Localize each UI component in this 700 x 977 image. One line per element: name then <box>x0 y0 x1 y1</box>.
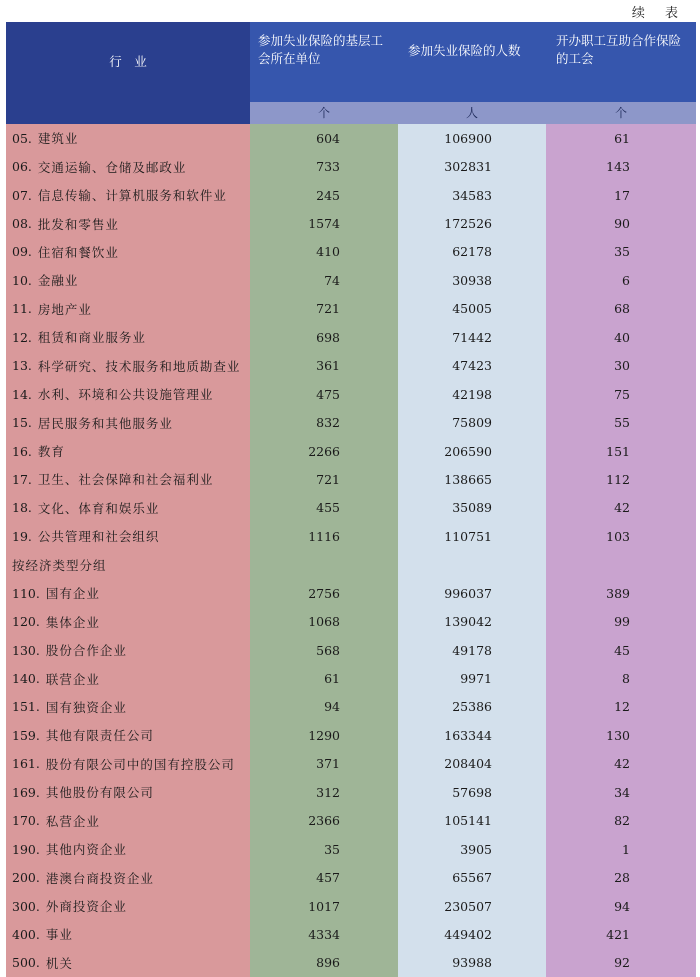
row-unions-value: 6 <box>546 266 696 294</box>
row-units-value: 698 <box>250 323 398 351</box>
row-label: 集体企业 <box>45 614 100 630</box>
row-units-value <box>250 551 398 579</box>
row-industry-cell <box>6 380 250 408</box>
row-industry-cell <box>6 152 250 180</box>
continued-label: 续 表 <box>631 6 686 21</box>
row-unions-value: 8 <box>546 664 696 692</box>
row-industry-cell <box>6 750 250 778</box>
row-people-value: 230507 <box>398 892 546 920</box>
row-units-value: 1116 <box>250 522 398 550</box>
row-unions-value: 112 <box>546 465 696 493</box>
row-units-value: 733 <box>250 152 398 180</box>
row-industry-cell <box>6 721 250 749</box>
row-code: 400. <box>12 926 40 942</box>
row-industry-cell <box>6 551 250 579</box>
row-units-value: 312 <box>250 778 398 806</box>
row-label: 机关 <box>45 955 73 971</box>
table-header <box>6 22 696 102</box>
row-label: 国有企业 <box>45 586 100 602</box>
row-unions-value: 94 <box>546 892 696 920</box>
row-label: 其他股份有限公司 <box>45 785 154 801</box>
row-units-value: 1574 <box>250 209 398 237</box>
table-row <box>6 408 696 436</box>
row-units-value: 4334 <box>250 920 398 948</box>
table-row <box>6 920 696 948</box>
row-people-value: 302831 <box>398 152 546 180</box>
table-row <box>6 835 696 863</box>
row-industry-cell <box>6 266 250 294</box>
row-industry-cell <box>6 920 250 948</box>
row-code: 14. <box>12 386 32 402</box>
row-people-value <box>398 551 546 579</box>
row-unions-value: 92 <box>546 949 696 977</box>
row-people-value: 3905 <box>398 835 546 863</box>
row-units-value: 361 <box>250 352 398 380</box>
row-label: 文化、体育和娱乐业 <box>37 500 160 516</box>
row-code: 12. <box>12 329 32 345</box>
row-people-value: 996037 <box>398 579 546 607</box>
row-units-value: 245 <box>250 181 398 209</box>
table-row <box>6 295 696 323</box>
row-industry-cell <box>6 295 250 323</box>
row-people-value: 139042 <box>398 607 546 635</box>
row-units-value: 721 <box>250 465 398 493</box>
table-row <box>6 579 696 607</box>
row-industry-cell <box>6 693 250 721</box>
row-industry-cell <box>6 437 250 465</box>
row-unions-value: 42 <box>546 494 696 522</box>
row-people-value: 138665 <box>398 465 546 493</box>
table-row <box>6 465 696 493</box>
row-unions-value: 143 <box>546 152 696 180</box>
row-label: 住宿和餐饮业 <box>37 244 119 260</box>
table-row <box>6 607 696 635</box>
row-units-value: 35 <box>250 835 398 863</box>
row-units-value: 1068 <box>250 607 398 635</box>
row-label: 租赁和商业服务业 <box>37 330 146 346</box>
row-industry-cell <box>6 664 250 692</box>
row-industry-cell <box>6 579 250 607</box>
row-unions-value <box>546 551 696 579</box>
row-unions-value: 103 <box>546 522 696 550</box>
row-industry-cell <box>6 408 250 436</box>
row-unions-value: 82 <box>546 807 696 835</box>
row-code: 16. <box>12 443 32 459</box>
row-code: 130. <box>12 642 40 658</box>
row-people-value: 163344 <box>398 721 546 749</box>
table-row <box>6 636 696 664</box>
table-row <box>6 238 696 266</box>
row-units-value: 2366 <box>250 807 398 835</box>
row-units-value: 604 <box>250 124 398 152</box>
row-units-value: 410 <box>250 238 398 266</box>
row-unions-value: 68 <box>546 295 696 323</box>
row-unions-value: 61 <box>546 124 696 152</box>
row-code: 151. <box>12 699 40 715</box>
row-units-value: 457 <box>250 863 398 891</box>
row-unions-value: 90 <box>546 209 696 237</box>
row-label: 股份合作企业 <box>45 643 127 659</box>
row-code: 06. <box>12 159 32 175</box>
row-label: 金融业 <box>37 273 79 289</box>
row-people-value: 35089 <box>398 494 546 522</box>
row-industry-cell <box>6 124 250 152</box>
row-people-value: 47423 <box>398 352 546 380</box>
units-row <box>6 102 696 124</box>
row-unions-value: 151 <box>546 437 696 465</box>
row-code: 110. <box>12 585 40 601</box>
row-people-value: 30938 <box>398 266 546 294</box>
row-label: 国有独资企业 <box>45 699 127 715</box>
row-unions-value: 17 <box>546 181 696 209</box>
table-row <box>6 266 696 294</box>
row-unions-value: 130 <box>546 721 696 749</box>
row-label: 水利、环境和公共设施管理业 <box>37 387 214 403</box>
row-code: 169. <box>12 784 40 800</box>
row-people-value: 71442 <box>398 323 546 351</box>
row-people-value: 206590 <box>398 437 546 465</box>
row-code: 08. <box>12 216 32 232</box>
row-people-value: 65567 <box>398 863 546 891</box>
row-unions-value: 30 <box>546 352 696 380</box>
row-people-value: 57698 <box>398 778 546 806</box>
row-industry-cell <box>6 465 250 493</box>
row-people-value: 49178 <box>398 636 546 664</box>
row-label: 教育 <box>37 444 65 460</box>
row-people-value: 172526 <box>398 209 546 237</box>
row-label: 建筑业 <box>37 131 79 147</box>
unit-col2: 人 <box>398 102 546 124</box>
row-unions-value: 45 <box>546 636 696 664</box>
row-units-value: 2266 <box>250 437 398 465</box>
row-code: 200. <box>12 870 40 886</box>
row-label: 信息传输、计算机服务和软件业 <box>37 188 227 204</box>
row-units-value: 371 <box>250 750 398 778</box>
row-people-value: 9971 <box>398 664 546 692</box>
row-industry-cell <box>6 835 250 863</box>
group-heading-row <box>6 551 696 579</box>
row-units-value: 475 <box>250 380 398 408</box>
row-label: 其他有限责任公司 <box>45 728 154 744</box>
row-code: 120. <box>12 614 40 630</box>
row-code: 10. <box>12 272 32 288</box>
row-unions-value: 75 <box>546 380 696 408</box>
table-row <box>6 664 696 692</box>
row-unions-value: 99 <box>546 607 696 635</box>
table-row <box>6 152 696 180</box>
row-people-value: 93988 <box>398 949 546 977</box>
row-code: 15. <box>12 415 32 431</box>
row-units-value: 455 <box>250 494 398 522</box>
row-code: 170. <box>12 813 40 829</box>
unit-industry <box>6 102 250 124</box>
row-industry-cell <box>6 778 250 806</box>
row-units-value: 61 <box>250 664 398 692</box>
row-code: 13. <box>12 358 32 374</box>
row-code: 140. <box>12 671 40 687</box>
row-code: 09. <box>12 244 32 260</box>
row-unions-value: 42 <box>546 750 696 778</box>
row-unions-value: 35 <box>546 238 696 266</box>
row-unions-value: 1 <box>546 835 696 863</box>
row-unions-value: 40 <box>546 323 696 351</box>
table-row <box>6 181 696 209</box>
row-industry-cell <box>6 181 250 209</box>
row-code: 11. <box>12 301 32 317</box>
row-units-value: 896 <box>250 949 398 977</box>
row-code: 190. <box>12 841 40 857</box>
row-label: 联营企业 <box>45 671 100 687</box>
header-mutual-insurance-unions: 开办职工互助合作保险的工会 <box>546 22 696 102</box>
row-units-value: 1290 <box>250 721 398 749</box>
table-row <box>6 721 696 749</box>
row-unions-value: 389 <box>546 579 696 607</box>
row-units-value: 832 <box>250 408 398 436</box>
table-row <box>6 693 696 721</box>
data-table <box>6 22 696 977</box>
row-label: 公共管理和社会组织 <box>37 529 160 545</box>
row-industry-cell <box>6 863 250 891</box>
table-row <box>6 522 696 550</box>
row-industry-cell <box>6 607 250 635</box>
row-label: 交通运输、仓储及邮政业 <box>37 159 187 175</box>
row-label: 居民服务和其他服务业 <box>37 415 173 431</box>
row-label: 港澳台商投资企业 <box>45 870 154 886</box>
row-industry-cell <box>6 238 250 266</box>
row-people-value: 110751 <box>398 522 546 550</box>
row-industry-cell <box>6 352 250 380</box>
table-row <box>6 892 696 920</box>
row-code: 07. <box>12 187 32 203</box>
row-people-value: 449402 <box>398 920 546 948</box>
row-industry-cell <box>6 209 250 237</box>
table-row <box>6 323 696 351</box>
table-row <box>6 352 696 380</box>
table-row <box>6 750 696 778</box>
table-row <box>6 494 696 522</box>
unit-col3: 个 <box>546 102 696 124</box>
table-row <box>6 807 696 835</box>
row-people-value: 208404 <box>398 750 546 778</box>
row-people-value: 45005 <box>398 295 546 323</box>
row-label: 卫生、社会保障和社会福利业 <box>37 472 214 488</box>
header-insured-people: 参加失业保险的人数 <box>398 22 546 102</box>
row-industry-cell <box>6 522 250 550</box>
row-unions-value: 12 <box>546 693 696 721</box>
row-label: 其他内资企业 <box>45 842 127 858</box>
row-code: 19. <box>12 528 32 544</box>
row-code: 18. <box>12 500 32 516</box>
row-unions-value: 421 <box>546 920 696 948</box>
row-code: 05. <box>12 130 32 146</box>
row-unions-value: 55 <box>546 408 696 436</box>
row-label: 外商投资企业 <box>45 899 127 915</box>
table-row <box>6 778 696 806</box>
row-industry-cell <box>6 807 250 835</box>
row-people-value: 42198 <box>398 380 546 408</box>
row-units-value: 721 <box>250 295 398 323</box>
row-unions-value: 28 <box>546 863 696 891</box>
row-people-value: 106900 <box>398 124 546 152</box>
row-label: 按经济类型分组 <box>12 557 107 573</box>
row-code: 161. <box>12 756 40 772</box>
table-row <box>6 380 696 408</box>
row-industry-cell <box>6 636 250 664</box>
row-label: 科学研究、技术服务和地质勘查业 <box>37 358 241 374</box>
row-people-value: 105141 <box>398 807 546 835</box>
row-industry-cell <box>6 323 250 351</box>
row-units-value: 1017 <box>250 892 398 920</box>
row-people-value: 75809 <box>398 408 546 436</box>
row-units-value: 568 <box>250 636 398 664</box>
header-industry: 行 业 <box>6 22 250 102</box>
row-label: 私营企业 <box>45 813 100 829</box>
table-row <box>6 949 696 977</box>
unit-col1: 个 <box>250 102 398 124</box>
row-label: 事业 <box>45 927 73 943</box>
row-code: 17. <box>12 471 32 487</box>
row-units-value: 74 <box>250 266 398 294</box>
row-industry-cell <box>6 949 250 977</box>
row-unions-value: 34 <box>546 778 696 806</box>
row-code: 300. <box>12 898 40 914</box>
table-row <box>6 209 696 237</box>
row-industry-cell <box>6 892 250 920</box>
row-code: 500. <box>12 955 40 971</box>
table-row <box>6 124 696 152</box>
row-people-value: 62178 <box>398 238 546 266</box>
table-row <box>6 863 696 891</box>
row-people-value: 34583 <box>398 181 546 209</box>
row-label: 批发和零售业 <box>37 216 119 232</box>
table-body <box>6 124 696 977</box>
table-row <box>6 437 696 465</box>
row-people-value: 25386 <box>398 693 546 721</box>
row-industry-cell <box>6 494 250 522</box>
row-label: 房地产业 <box>37 301 92 317</box>
header-units-with-insurance: 参加失业保险的基层工会所在单位 <box>250 22 398 102</box>
row-units-value: 2756 <box>250 579 398 607</box>
row-units-value: 94 <box>250 693 398 721</box>
row-code: 159. <box>12 727 40 743</box>
row-label: 股份有限公司中的国有控股公司 <box>45 756 235 772</box>
